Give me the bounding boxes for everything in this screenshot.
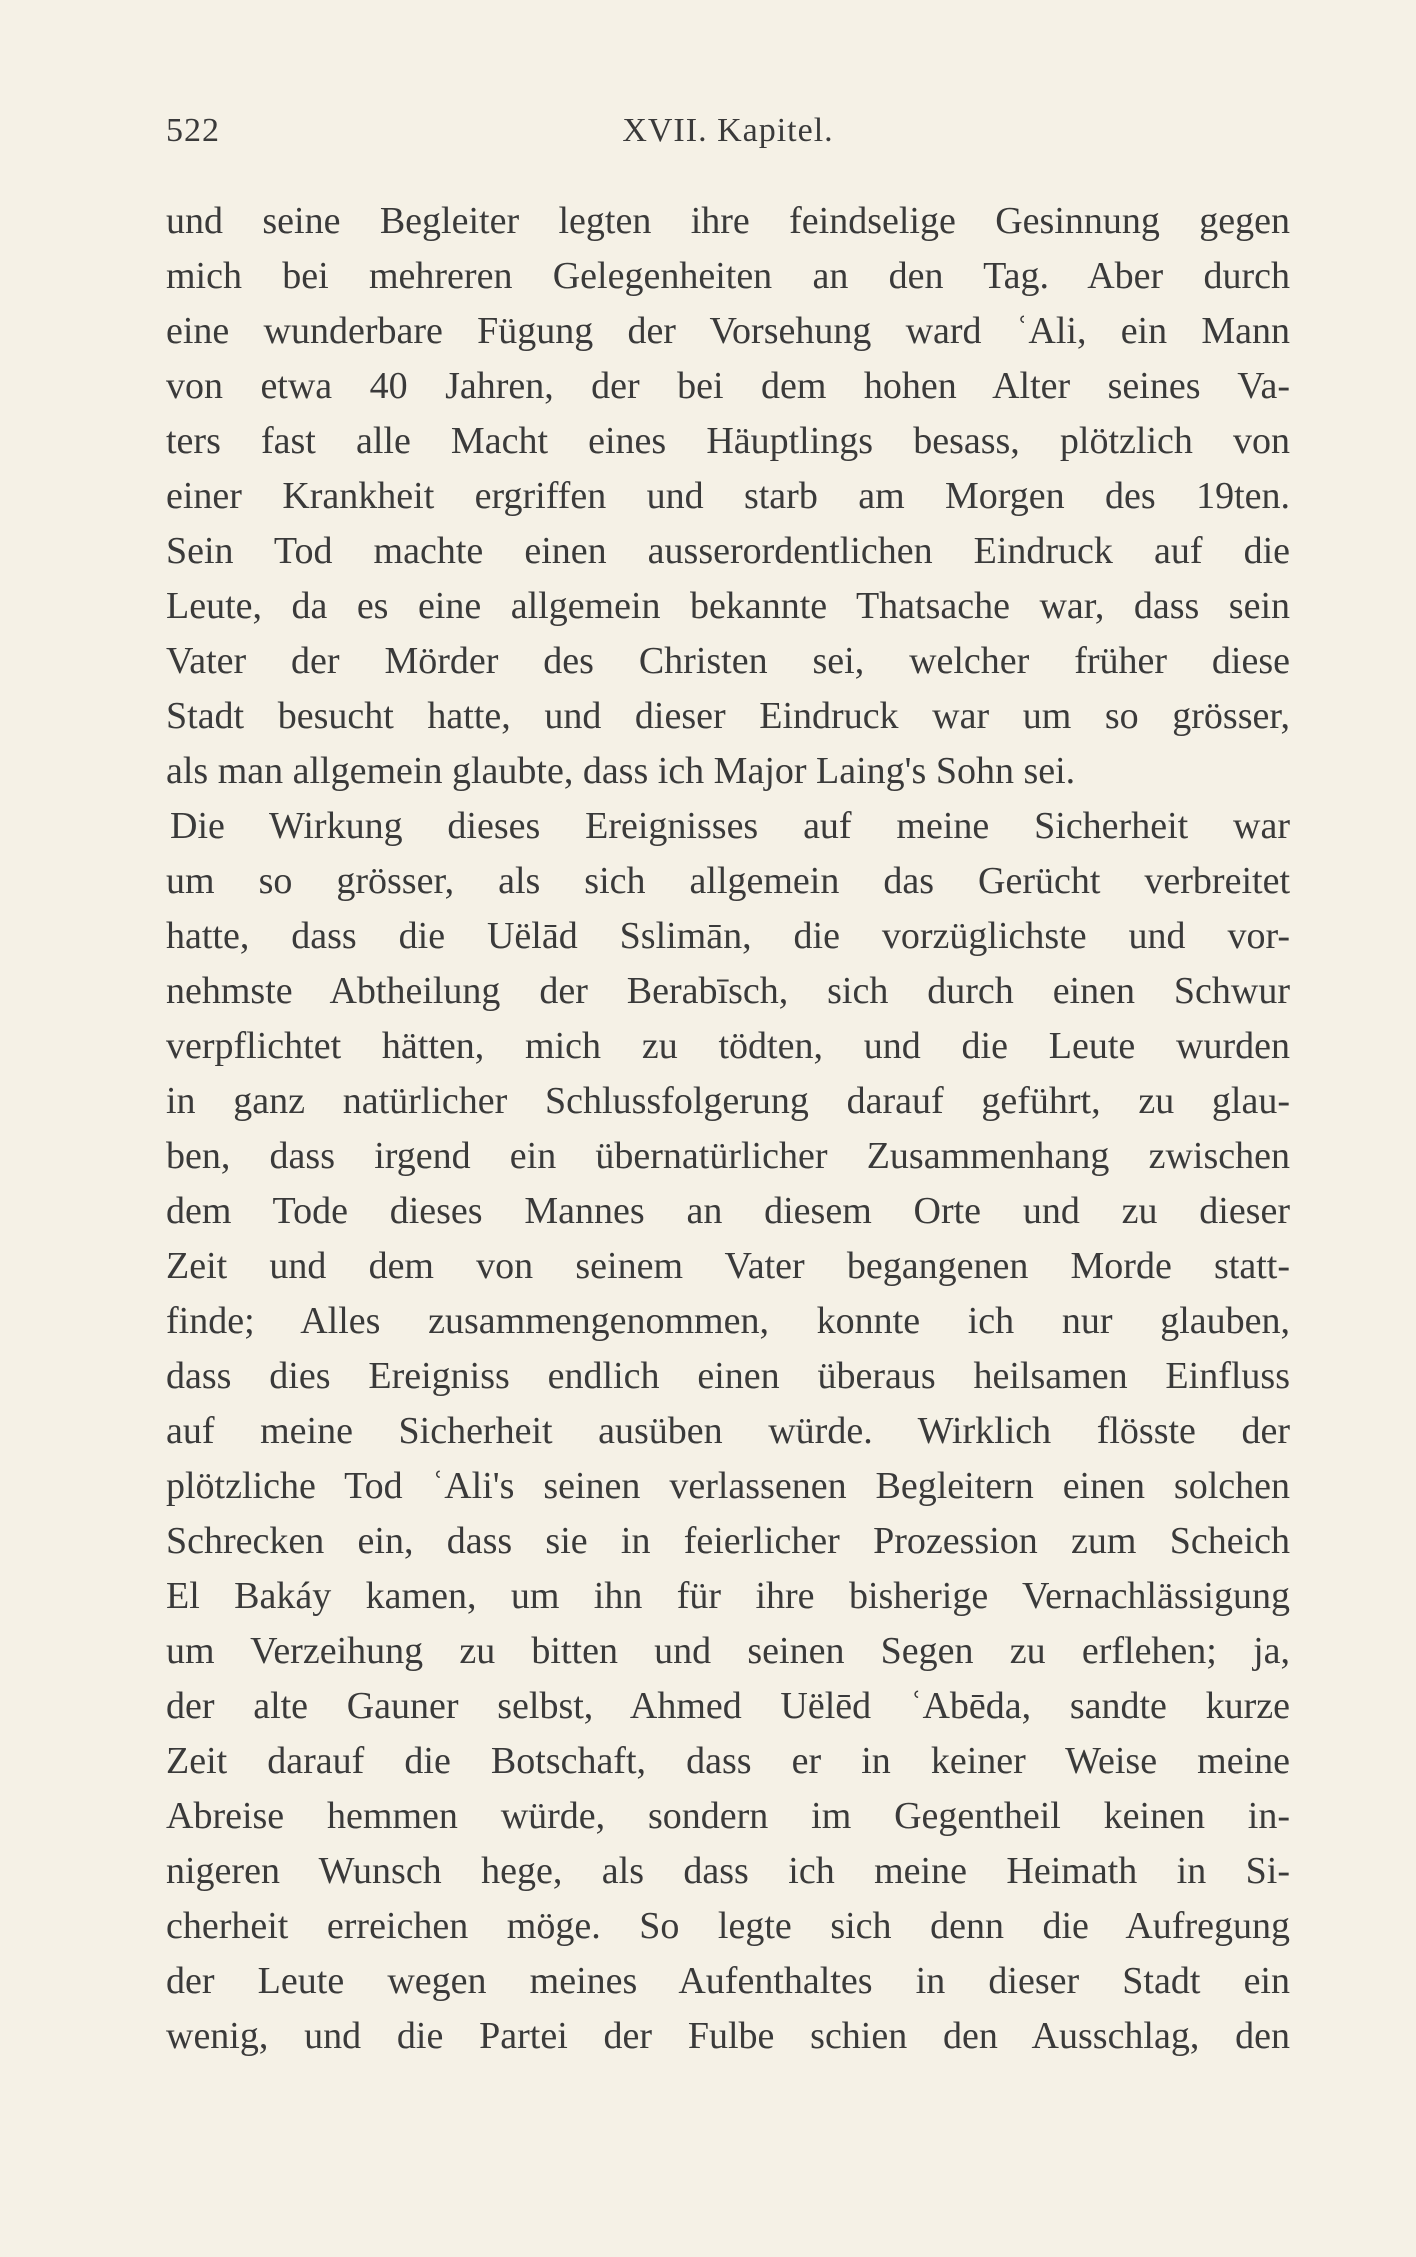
text-line: finde; Alles zusammengenommen, konnte ich nur glauben, bbox=[166, 1300, 1290, 1342]
body-text bbox=[166, 194, 1290, 2064]
text-line: hatte, dass die Uëlād Sslimān, die vorzüglichste und vor- bbox=[166, 915, 1290, 957]
text-line: wenig, und die Partei der Fulbe schien den Ausschlag, den bbox=[166, 2015, 1290, 2057]
text-line: Zeit und dem von seinem Vater begangenen Morde statt- bbox=[166, 1245, 1290, 1287]
text-line: auf meine Sicherheit ausüben würde. Wirklich flösste der bbox=[166, 1410, 1290, 1452]
text-line: dem Tode dieses Mannes an diesem Orte und zu dieser bbox=[166, 1190, 1290, 1232]
text-line: ben, dass irgend ein übernatürlicher Zusammenhang zwischen bbox=[166, 1135, 1290, 1177]
text-line: mich bei mehreren Gelegenheiten an den Tag. Aber durch bbox=[166, 255, 1290, 297]
text-line: um Verzeihung zu bitten und seinen Segen zu erflehen; ja, bbox=[166, 1630, 1290, 1672]
text-line: Zeit darauf die Botschaft, dass er in keiner Weise meine bbox=[166, 1740, 1290, 1782]
chapter-title: XVII. Kapitel. bbox=[622, 112, 834, 149]
text-line: Leute, da es eine allgemein bekannte Thatsache war, dass sein bbox=[166, 585, 1290, 627]
text-line: eine wunderbare Fügung der Vorsehung ward ʿAli, ein Mann bbox=[166, 310, 1290, 352]
page-number: 522 bbox=[166, 112, 220, 149]
text-line: Die Wirkung dieses Ereignisses auf meine Sicherheit war bbox=[170, 805, 1290, 847]
text-line: plötzliche Tod ʿAli's seinen verlassenen Begleitern einen solchen bbox=[166, 1465, 1290, 1507]
text-line: Vater der Mörder des Christen sei, welcher früher diese bbox=[166, 640, 1290, 682]
text-line: als man allgemein glaubte, dass ich Major Laing's Sohn sei. bbox=[166, 750, 1076, 792]
text-line: El Bakáy kamen, um ihn für ihre bisherige Vernachlässigung bbox=[166, 1575, 1290, 1617]
text-line: dass dies Ereigniss endlich einen überaus heilsamen Einfluss bbox=[166, 1355, 1290, 1397]
text-line: von etwa 40 Jahren, der bei dem hohen Alter seines Va- bbox=[166, 365, 1290, 407]
text-line: und seine Begleiter legten ihre feindselige Gesinnung gegen bbox=[166, 200, 1290, 242]
text-line: Schrecken ein, dass sie in feierlicher Prozession zum Scheich bbox=[166, 1520, 1290, 1562]
text-line: Sein Tod machte einen ausserordentlichen Eindruck auf die bbox=[166, 530, 1290, 572]
text-line: Stadt besucht hatte, und dieser Eindruck war um so grösser, bbox=[166, 695, 1290, 737]
text-line: der Leute wegen meines Aufenthaltes in dieser Stadt ein bbox=[166, 1960, 1290, 2002]
text-line: in ganz natürlicher Schlussfolgerung darauf geführt, zu glau- bbox=[166, 1080, 1290, 1122]
text-line: Abreise hemmen würde, sondern im Gegentheil keinen in- bbox=[166, 1795, 1290, 1837]
text-line: einer Krankheit ergriffen und starb am Morgen des 19ten. bbox=[166, 475, 1290, 517]
text-line: nehmste Abtheilung der Berabīsch, sich durch einen Schwur bbox=[166, 970, 1290, 1012]
text-line: nigeren Wunsch hege, als dass ich meine Heimath in Si- bbox=[166, 1850, 1290, 1892]
running-head bbox=[166, 112, 1290, 160]
text-line: ters fast alle Macht eines Häuptlings besass, plötzlich von bbox=[166, 420, 1290, 462]
text-line: der alte Gauner selbst, Ahmed Uëlēd ʿAbēda, sandte kurze bbox=[166, 1685, 1290, 1727]
text-line: verpflichtet hätten, mich zu tödten, und die Leute wurden bbox=[166, 1025, 1290, 1067]
text-line: cherheit erreichen möge. So legte sich denn die Aufregung bbox=[166, 1905, 1290, 1947]
text-line: um so grösser, als sich allgemein das Gerücht verbreitet bbox=[166, 860, 1290, 902]
